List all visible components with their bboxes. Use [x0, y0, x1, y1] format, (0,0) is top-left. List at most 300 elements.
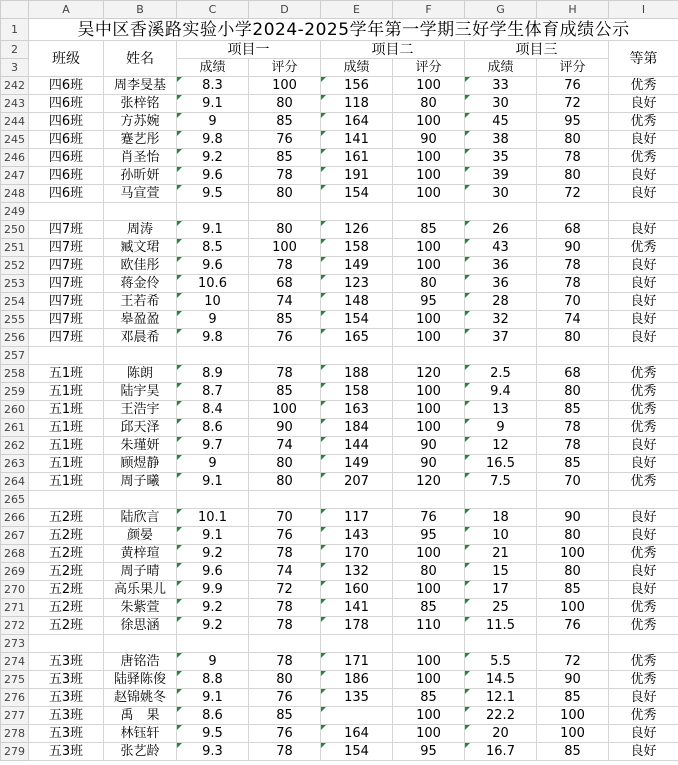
cell-item1-score[interactable]: 9.9: [177, 581, 249, 599]
cell-item2-score[interactable]: 149: [321, 455, 393, 473]
cell-item2-score[interactable]: 118: [321, 95, 393, 113]
cell-item1-score[interactable]: 8.8: [177, 671, 249, 689]
cell-item3-rating[interactable]: 85: [537, 455, 609, 473]
cell-item2-score[interactable]: [321, 635, 393, 653]
cell-item1-rating[interactable]: 76: [249, 689, 321, 707]
cell-item3-score[interactable]: 37: [465, 329, 537, 347]
cell-item3-score[interactable]: 39: [465, 167, 537, 185]
cell-item2-rating[interactable]: 100: [393, 77, 465, 95]
cell-item3-score[interactable]: 32: [465, 311, 537, 329]
cell-name[interactable]: 周涛: [104, 221, 177, 239]
cell-item3-rating[interactable]: 78: [537, 275, 609, 293]
cell-grade[interactable]: 良好: [609, 275, 678, 293]
cell-item1-score[interactable]: 9.8: [177, 329, 249, 347]
cell-class[interactable]: 五1班: [29, 473, 104, 491]
row-header[interactable]: 261: [1, 419, 29, 437]
row-header[interactable]: 273: [1, 635, 29, 653]
cell-item1-rating[interactable]: 76: [249, 527, 321, 545]
cell-item2-rating[interactable]: 90: [393, 455, 465, 473]
cell-grade[interactable]: 良好: [609, 509, 678, 527]
cell-item2-rating[interactable]: 90: [393, 437, 465, 455]
cell-item3-score[interactable]: 18: [465, 509, 537, 527]
cell-name[interactable]: 林钰轩: [104, 725, 177, 743]
cell-item2-rating[interactable]: 120: [393, 365, 465, 383]
cell-item1-rating[interactable]: [249, 635, 321, 653]
cell-item3-score[interactable]: 13: [465, 401, 537, 419]
cell-class[interactable]: 五2班: [29, 599, 104, 617]
cell-item2-rating[interactable]: 95: [393, 527, 465, 545]
cell-item3-score[interactable]: 36: [465, 257, 537, 275]
cell-name[interactable]: 王浩宇: [104, 401, 177, 419]
cell-item1-rating[interactable]: 76: [249, 329, 321, 347]
cell-item2-score[interactable]: 149: [321, 257, 393, 275]
row-header[interactable]: 277: [1, 707, 29, 725]
cell-item3-score[interactable]: 45: [465, 113, 537, 131]
cell-item3-rating[interactable]: 74: [537, 311, 609, 329]
row-header[interactable]: 245: [1, 131, 29, 149]
cell-item3-rating[interactable]: 78: [537, 257, 609, 275]
cell-item2-score[interactable]: 126: [321, 221, 393, 239]
cell-item1-rating[interactable]: 78: [249, 545, 321, 563]
row-header[interactable]: 251: [1, 239, 29, 257]
cell-item2-score[interactable]: 164: [321, 725, 393, 743]
cell-name[interactable]: 肖圣怡: [104, 149, 177, 167]
cell-item3-score[interactable]: [465, 347, 537, 365]
cell-name[interactable]: 张梓铭: [104, 95, 177, 113]
cell-item3-score[interactable]: 7.5: [465, 473, 537, 491]
header-item3-score[interactable]: 成绩: [465, 59, 537, 77]
cell-name[interactable]: 皋盈盈: [104, 311, 177, 329]
row-header[interactable]: 264: [1, 473, 29, 491]
cell-item2-rating[interactable]: 80: [393, 275, 465, 293]
cell-item3-score[interactable]: 2.5: [465, 365, 537, 383]
cell-item2-score[interactable]: 123: [321, 275, 393, 293]
cell-item1-rating[interactable]: [249, 203, 321, 221]
cell-name[interactable]: 顾煜静: [104, 455, 177, 473]
header-item3[interactable]: 项目三: [465, 41, 609, 59]
cell-grade[interactable]: 优秀: [609, 617, 678, 635]
cell-item2-score[interactable]: [321, 707, 393, 725]
cell-item3-rating[interactable]: 78: [537, 419, 609, 437]
cell-item3-rating[interactable]: 80: [537, 563, 609, 581]
cell-class[interactable]: 五2班: [29, 563, 104, 581]
cell-item1-score[interactable]: 10: [177, 293, 249, 311]
cell-item2-score[interactable]: 148: [321, 293, 393, 311]
cell-item1-rating[interactable]: 90: [249, 419, 321, 437]
cell-name[interactable]: 王若希: [104, 293, 177, 311]
header-item3-rating[interactable]: 评分: [537, 59, 609, 77]
cell-item3-rating[interactable]: 90: [537, 239, 609, 257]
cell-item2-rating[interactable]: 80: [393, 563, 465, 581]
cell-item1-score[interactable]: 10.1: [177, 509, 249, 527]
cell-item1-score[interactable]: 9.5: [177, 725, 249, 743]
cell-grade[interactable]: 优秀: [609, 239, 678, 257]
cell-name[interactable]: 高乐果儿: [104, 581, 177, 599]
row-header[interactable]: 242: [1, 77, 29, 95]
cell-item3-score[interactable]: 15: [465, 563, 537, 581]
cell-class[interactable]: 五3班: [29, 671, 104, 689]
cell-item3-rating[interactable]: 80: [537, 329, 609, 347]
cell-class[interactable]: 五3班: [29, 689, 104, 707]
cell-item3-rating[interactable]: 85: [537, 689, 609, 707]
cell-item2-rating[interactable]: 100: [393, 113, 465, 131]
cell-item1-score[interactable]: 9.2: [177, 149, 249, 167]
header-grade[interactable]: 等第: [609, 41, 678, 77]
cell-item2-score[interactable]: 141: [321, 599, 393, 617]
cell-item1-score[interactable]: 9.3: [177, 743, 249, 761]
row-header[interactable]: 257: [1, 347, 29, 365]
cell-grade[interactable]: 良好: [609, 95, 678, 113]
cell-item3-score[interactable]: 16.5: [465, 455, 537, 473]
cell-class[interactable]: 四7班: [29, 239, 104, 257]
cell-item1-rating[interactable]: [249, 347, 321, 365]
cell-name[interactable]: 黄梓瑄: [104, 545, 177, 563]
cell-item3-rating[interactable]: 68: [537, 365, 609, 383]
cell-grade[interactable]: 良好: [609, 131, 678, 149]
cell-class[interactable]: [29, 347, 104, 365]
row-header[interactable]: 276: [1, 689, 29, 707]
cell-name[interactable]: [104, 491, 177, 509]
cell-item1-rating[interactable]: 78: [249, 617, 321, 635]
cell-item2-rating[interactable]: [393, 203, 465, 221]
cell-item3-score[interactable]: 38: [465, 131, 537, 149]
cell-item2-score[interactable]: [321, 491, 393, 509]
cell-item1-score[interactable]: 9.1: [177, 221, 249, 239]
cell-item3-score[interactable]: [465, 203, 537, 221]
cell-grade[interactable]: 良好: [609, 527, 678, 545]
cell-item2-rating[interactable]: 90: [393, 131, 465, 149]
header-name[interactable]: 姓名: [104, 41, 177, 77]
cell-item2-rating[interactable]: 100: [393, 329, 465, 347]
cell-grade[interactable]: 良好: [609, 311, 678, 329]
cell-grade[interactable]: 优秀: [609, 671, 678, 689]
row-header[interactable]: 270: [1, 581, 29, 599]
cell-item3-rating[interactable]: 72: [537, 95, 609, 113]
cell-item1-score[interactable]: 9.2: [177, 545, 249, 563]
cell-item3-score[interactable]: 33: [465, 77, 537, 95]
column-header-d[interactable]: D: [249, 1, 321, 19]
cell-item3-rating[interactable]: 85: [537, 581, 609, 599]
cell-name[interactable]: 孙昕妍: [104, 167, 177, 185]
cell-item3-rating[interactable]: 90: [537, 671, 609, 689]
cell-item2-rating[interactable]: 100: [393, 383, 465, 401]
cell-item3-rating[interactable]: 72: [537, 653, 609, 671]
cell-item1-rating[interactable]: 80: [249, 185, 321, 203]
cell-class[interactable]: 四6班: [29, 149, 104, 167]
cell-item3-rating[interactable]: [537, 347, 609, 365]
cell-item3-score[interactable]: 22.2: [465, 707, 537, 725]
cell-class[interactable]: 五2班: [29, 581, 104, 599]
cell-item1-rating[interactable]: 80: [249, 95, 321, 113]
cell-item2-score[interactable]: 135: [321, 689, 393, 707]
row-header[interactable]: 266: [1, 509, 29, 527]
cell-name[interactable]: 徐思涵: [104, 617, 177, 635]
cell-item2-score[interactable]: 143: [321, 527, 393, 545]
cell-item3-score[interactable]: 21: [465, 545, 537, 563]
cell-name[interactable]: 欧佳彤: [104, 257, 177, 275]
cell-name[interactable]: 周子晴: [104, 563, 177, 581]
cell-grade[interactable]: 优秀: [609, 707, 678, 725]
cell-item1-score[interactable]: 9: [177, 113, 249, 131]
cell-name[interactable]: 陆宇昊: [104, 383, 177, 401]
cell-item1-score[interactable]: 9.2: [177, 599, 249, 617]
column-header-a[interactable]: A: [29, 1, 104, 19]
cell-grade[interactable]: 良好: [609, 329, 678, 347]
cell-class[interactable]: 五2班: [29, 509, 104, 527]
cell-item1-score[interactable]: 9.6: [177, 167, 249, 185]
cell-item3-score[interactable]: 10: [465, 527, 537, 545]
cell-item1-rating[interactable]: 78: [249, 599, 321, 617]
cell-item2-rating[interactable]: 85: [393, 221, 465, 239]
cell-item1-rating[interactable]: 85: [249, 149, 321, 167]
cell-item1-rating[interactable]: 74: [249, 293, 321, 311]
cell-item3-score[interactable]: 14.5: [465, 671, 537, 689]
cell-item2-score[interactable]: 158: [321, 239, 393, 257]
cell-item1-rating[interactable]: 78: [249, 743, 321, 761]
cell-name[interactable]: 禹 果: [104, 707, 177, 725]
cell-class[interactable]: 五1班: [29, 383, 104, 401]
header-class[interactable]: 班级: [29, 41, 104, 77]
cell-item3-rating[interactable]: 78: [537, 437, 609, 455]
cell-item1-score[interactable]: 9.1: [177, 473, 249, 491]
cell-grade[interactable]: 优秀: [609, 149, 678, 167]
cell-item1-score[interactable]: 9.2: [177, 617, 249, 635]
cell-item2-score[interactable]: 156: [321, 77, 393, 95]
cell-grade[interactable]: 优秀: [609, 473, 678, 491]
cell-item3-rating[interactable]: 85: [537, 401, 609, 419]
row-header[interactable]: 275: [1, 671, 29, 689]
cell-item1-score[interactable]: 9.5: [177, 185, 249, 203]
row-header[interactable]: 256: [1, 329, 29, 347]
cell-item3-rating[interactable]: 100: [537, 599, 609, 617]
cell-class[interactable]: 四6班: [29, 77, 104, 95]
cell-name[interactable]: 颜晏: [104, 527, 177, 545]
row-header[interactable]: 249: [1, 203, 29, 221]
cell-item2-rating[interactable]: 85: [393, 689, 465, 707]
cell-item2-score[interactable]: 184: [321, 419, 393, 437]
cell-item2-rating[interactable]: [393, 491, 465, 509]
cell-item3-rating[interactable]: 72: [537, 185, 609, 203]
cell-item3-rating[interactable]: [537, 491, 609, 509]
cell-item2-rating[interactable]: 95: [393, 743, 465, 761]
cell-item2-rating[interactable]: 100: [393, 653, 465, 671]
cell-item3-score[interactable]: 36: [465, 275, 537, 293]
cell-item3-score[interactable]: 9: [465, 419, 537, 437]
cell-class[interactable]: 五1班: [29, 437, 104, 455]
cell-item1-score[interactable]: [177, 635, 249, 653]
cell-item1-score[interactable]: 8.9: [177, 365, 249, 383]
row-header[interactable]: 268: [1, 545, 29, 563]
cell-grade[interactable]: 优秀: [609, 113, 678, 131]
cell-item3-rating[interactable]: 100: [537, 707, 609, 725]
cell-item1-rating[interactable]: 78: [249, 257, 321, 275]
row-header[interactable]: 2: [1, 41, 29, 59]
cell-grade[interactable]: 良好: [609, 221, 678, 239]
row-header[interactable]: 274: [1, 653, 29, 671]
cell-class[interactable]: 五1班: [29, 419, 104, 437]
row-header[interactable]: 262: [1, 437, 29, 455]
cell-item3-rating[interactable]: 80: [537, 131, 609, 149]
cell-item2-rating[interactable]: 100: [393, 149, 465, 167]
cell-item3-score[interactable]: 16.7: [465, 743, 537, 761]
cell-item3-score[interactable]: 43: [465, 239, 537, 257]
cell-item3-score[interactable]: 35: [465, 149, 537, 167]
row-header[interactable]: 258: [1, 365, 29, 383]
cell-name[interactable]: 朱瑾妍: [104, 437, 177, 455]
row-header[interactable]: 250: [1, 221, 29, 239]
cell-class[interactable]: 四6班: [29, 185, 104, 203]
cell-item2-score[interactable]: 163: [321, 401, 393, 419]
cell-class[interactable]: 五1班: [29, 365, 104, 383]
cell-name[interactable]: 陆欣言: [104, 509, 177, 527]
cell-item1-score[interactable]: [177, 491, 249, 509]
cell-name[interactable]: 蒋金伶: [104, 275, 177, 293]
cell-item2-rating[interactable]: 80: [393, 95, 465, 113]
cell-grade[interactable]: 优秀: [609, 599, 678, 617]
cell-class[interactable]: 四7班: [29, 221, 104, 239]
cell-item1-score[interactable]: 9.1: [177, 95, 249, 113]
cell-item2-score[interactable]: 186: [321, 671, 393, 689]
row-header[interactable]: 278: [1, 725, 29, 743]
row-header[interactable]: 265: [1, 491, 29, 509]
cell-name[interactable]: 赵锦姚冬: [104, 689, 177, 707]
cell-item1-rating[interactable]: 76: [249, 725, 321, 743]
column-header-f[interactable]: F: [393, 1, 465, 19]
column-header-c[interactable]: C: [177, 1, 249, 19]
cell-item1-score[interactable]: 8.5: [177, 239, 249, 257]
cell-item2-rating[interactable]: 95: [393, 293, 465, 311]
cell-grade[interactable]: 优秀: [609, 419, 678, 437]
cell-grade[interactable]: 优秀: [609, 401, 678, 419]
cell-item2-score[interactable]: 165: [321, 329, 393, 347]
column-header-h[interactable]: H: [537, 1, 609, 19]
cell-item1-score[interactable]: 8.3: [177, 77, 249, 95]
cell-item1-score[interactable]: 9.8: [177, 131, 249, 149]
row-header[interactable]: 272: [1, 617, 29, 635]
cell-name[interactable]: 邓晨希: [104, 329, 177, 347]
cell-item3-rating[interactable]: 90: [537, 509, 609, 527]
cell-item3-rating[interactable]: [537, 635, 609, 653]
cell-grade[interactable]: 良好: [609, 437, 678, 455]
row-header[interactable]: 271: [1, 599, 29, 617]
header-item2-score[interactable]: 成绩: [321, 59, 393, 77]
cell-item2-score[interactable]: 191: [321, 167, 393, 185]
cell-grade[interactable]: 良好: [609, 167, 678, 185]
cell-grade[interactable]: [609, 347, 678, 365]
cell-item3-score[interactable]: 30: [465, 185, 537, 203]
cell-item3-score[interactable]: 17: [465, 581, 537, 599]
row-header[interactable]: 269: [1, 563, 29, 581]
row-header[interactable]: 263: [1, 455, 29, 473]
cell-class[interactable]: [29, 203, 104, 221]
cell-grade[interactable]: [609, 635, 678, 653]
cell-grade[interactable]: [609, 203, 678, 221]
cell-item1-rating[interactable]: 78: [249, 365, 321, 383]
header-item1-rating[interactable]: 评分: [249, 59, 321, 77]
cell-item2-rating[interactable]: 100: [393, 581, 465, 599]
cell-item2-score[interactable]: [321, 203, 393, 221]
cell-name[interactable]: 马宣萱: [104, 185, 177, 203]
cell-name[interactable]: [104, 347, 177, 365]
cell-class[interactable]: 四7班: [29, 275, 104, 293]
cell-class[interactable]: 五2班: [29, 527, 104, 545]
cell-item3-rating[interactable]: [537, 203, 609, 221]
row-header[interactable]: 1: [1, 19, 29, 41]
row-header[interactable]: 279: [1, 743, 29, 761]
cell-item2-score[interactable]: 188: [321, 365, 393, 383]
cell-name[interactable]: 周李旻基: [104, 77, 177, 95]
row-header[interactable]: 248: [1, 185, 29, 203]
cell-grade[interactable]: 优秀: [609, 77, 678, 95]
cell-item2-rating[interactable]: 120: [393, 473, 465, 491]
select-all-corner[interactable]: [1, 1, 29, 19]
cell-item3-rating[interactable]: 76: [537, 617, 609, 635]
cell-grade[interactable]: 良好: [609, 689, 678, 707]
cell-name[interactable]: 方苏婉: [104, 113, 177, 131]
cell-grade[interactable]: 良好: [609, 257, 678, 275]
cell-class[interactable]: 五2班: [29, 617, 104, 635]
cell-item2-rating[interactable]: 100: [393, 257, 465, 275]
cell-item3-rating[interactable]: 70: [537, 473, 609, 491]
cell-item1-score[interactable]: 8.6: [177, 707, 249, 725]
cell-item1-rating[interactable]: 78: [249, 167, 321, 185]
cell-item1-score[interactable]: 8.4: [177, 401, 249, 419]
cell-class[interactable]: 五3班: [29, 743, 104, 761]
cell-item1-rating[interactable]: 85: [249, 707, 321, 725]
cell-class[interactable]: 五3班: [29, 707, 104, 725]
row-header[interactable]: 246: [1, 149, 29, 167]
cell-item2-rating[interactable]: 100: [393, 311, 465, 329]
cell-item1-rating[interactable]: 85: [249, 383, 321, 401]
header-item1-score[interactable]: 成绩: [177, 59, 249, 77]
cell-name[interactable]: [104, 203, 177, 221]
cell-class[interactable]: 五3班: [29, 653, 104, 671]
cell-grade[interactable]: 优秀: [609, 545, 678, 563]
cell-name[interactable]: 唐铭浩: [104, 653, 177, 671]
cell-item1-rating[interactable]: 74: [249, 437, 321, 455]
cell-item2-score[interactable]: 178: [321, 617, 393, 635]
cell-name[interactable]: 陈朗: [104, 365, 177, 383]
cell-item3-rating[interactable]: 100: [537, 545, 609, 563]
cell-item1-score[interactable]: 8.7: [177, 383, 249, 401]
cell-grade[interactable]: 优秀: [609, 365, 678, 383]
cell-item2-score[interactable]: 154: [321, 743, 393, 761]
cell-item3-rating[interactable]: 80: [537, 527, 609, 545]
cell-item2-score[interactable]: 207: [321, 473, 393, 491]
cell-item2-rating[interactable]: 100: [393, 185, 465, 203]
row-header[interactable]: 260: [1, 401, 29, 419]
cell-item3-rating[interactable]: 68: [537, 221, 609, 239]
cell-item1-score[interactable]: 9.1: [177, 527, 249, 545]
cell-item3-score[interactable]: 9.4: [465, 383, 537, 401]
cell-item1-rating[interactable]: 70: [249, 509, 321, 527]
column-header-i[interactable]: I: [609, 1, 678, 19]
cell-class[interactable]: 五1班: [29, 401, 104, 419]
cell-item2-score[interactable]: 171: [321, 653, 393, 671]
cell-name[interactable]: [104, 635, 177, 653]
cell-item2-score[interactable]: 164: [321, 113, 393, 131]
cell-item2-rating[interactable]: 100: [393, 167, 465, 185]
cell-item2-score[interactable]: 154: [321, 311, 393, 329]
cell-class[interactable]: 四7班: [29, 311, 104, 329]
cell-item3-rating[interactable]: 76: [537, 77, 609, 95]
cell-item1-score[interactable]: 9.7: [177, 437, 249, 455]
cell-item2-rating[interactable]: 100: [393, 725, 465, 743]
row-header[interactable]: 252: [1, 257, 29, 275]
cell-item1-score[interactable]: 9.1: [177, 689, 249, 707]
cell-name[interactable]: 张艺龄: [104, 743, 177, 761]
cell-item1-score[interactable]: 9.6: [177, 257, 249, 275]
